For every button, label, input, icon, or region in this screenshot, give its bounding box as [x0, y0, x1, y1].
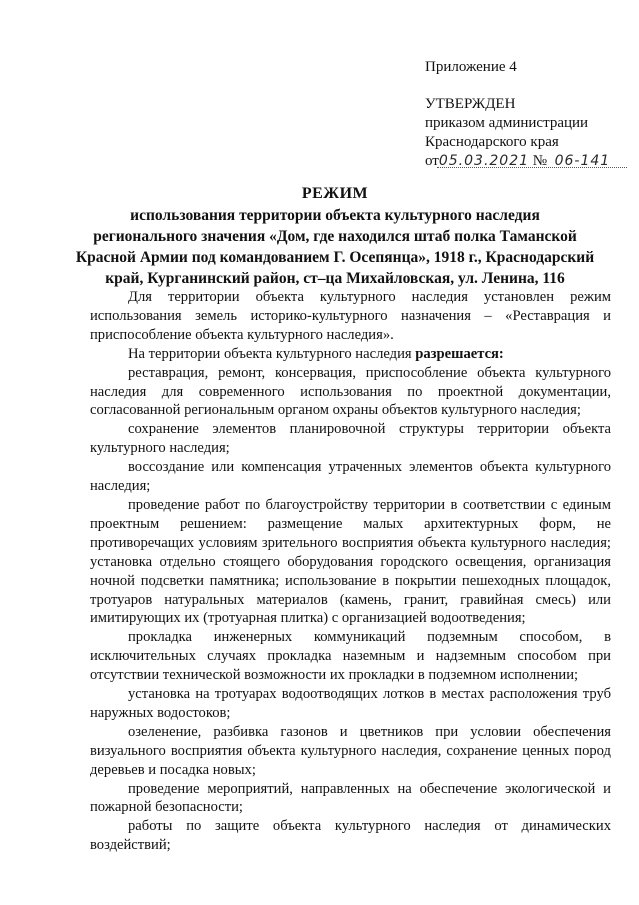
title-line-4: край, Курганинский район, ст–ца Михайловская, ул. Ленина, 116	[105, 270, 565, 287]
list-item: воссоздание или компенсация утраченных элементов объекта культурного наследия;	[90, 459, 611, 495]
list-item: сохранение элементов планировочной структуры территории объекта культурного наследия;	[90, 421, 611, 457]
allowed-prefix: На территории объекта культурного наследия	[128, 345, 416, 362]
approval-line-1: приказом администрации	[425, 115, 589, 131]
document-body	[90, 288, 611, 855]
approval-date-line	[425, 152, 635, 174]
handwritten-date: 05.03.2021	[438, 153, 530, 169]
approved-heading: УТВЕРЖДЕН	[425, 96, 516, 112]
from-prefix: от	[425, 153, 439, 169]
list-item: работы по защите объекта культурного наследия от динамических воздействий;	[90, 818, 611, 854]
list-item: озеленение, разбивка газонов и цветников при условии обеспечения визуального восприятия объекта культурного наследия, сохранение ценных пород деревьев и посадка новых;	[90, 723, 611, 778]
allowed-bold: разрешается:	[415, 345, 504, 362]
allowed-heading	[90, 345, 611, 364]
list-item: проведение мероприятий, направленных на обеспечение экологической и пожарной безопасности;	[90, 780, 611, 816]
appendix-label: Приложение 4	[425, 59, 517, 75]
approval-block	[425, 58, 635, 174]
title-main: РЕЖИМ	[301, 185, 369, 202]
date-underline	[437, 167, 627, 168]
list-item: установка на тротуарах водоотводящих лотков в местах расположения труб наружных водостоков;	[90, 686, 611, 721]
list-item: реставрация, ремонт, консервация, приспособление объекта культурного наследия для современного использования по проектной документации, согласованной региональным органом охраны объектов культурного наследия;	[90, 364, 611, 419]
approval-line-2: Краснодарского края	[425, 134, 559, 150]
number-sign: №	[532, 153, 548, 169]
intro-paragraph: Для территории объекта культурного наследия установлен режим использования земель историко-культурного назначения – «Реставрация и приспособление объекта культурного наследия».	[90, 289, 611, 343]
list-item: проведение работ по благоустройству территории в соответствии с единым проектным решением: размещение малых архитектурных форм, не противоречащих условиям зрительного восприятия объекта культурного наследия; установка отдельно стоящего оборудования городского освещения, организация ночной подсветки памятника; использование в покрытии пешеходных площадок, тротуаров натуральных материалов (камень, гранит, гравийная смесь) или имитирующих их (тротуарная плитка) с организацией водоотведения;	[90, 496, 611, 627]
document-title	[40, 183, 630, 289]
handwritten-number: 06-141	[554, 153, 611, 169]
title-line-2: регионального значения «Дом, где находился штаб полка Таманской	[93, 228, 577, 245]
list-item: прокладка инженерных коммуникаций подземным способом, в исключительных случаях прокладка наземным и надземным способом при отсутствии технической возможности их прокладки в подземном исполнении;	[90, 629, 611, 684]
title-line-1: использования территории объекта культурного наследия	[130, 207, 540, 224]
title-line-3: Красной Армии под командованием Г. Осепянца», 1918 г., Краснодарский	[75, 249, 595, 266]
